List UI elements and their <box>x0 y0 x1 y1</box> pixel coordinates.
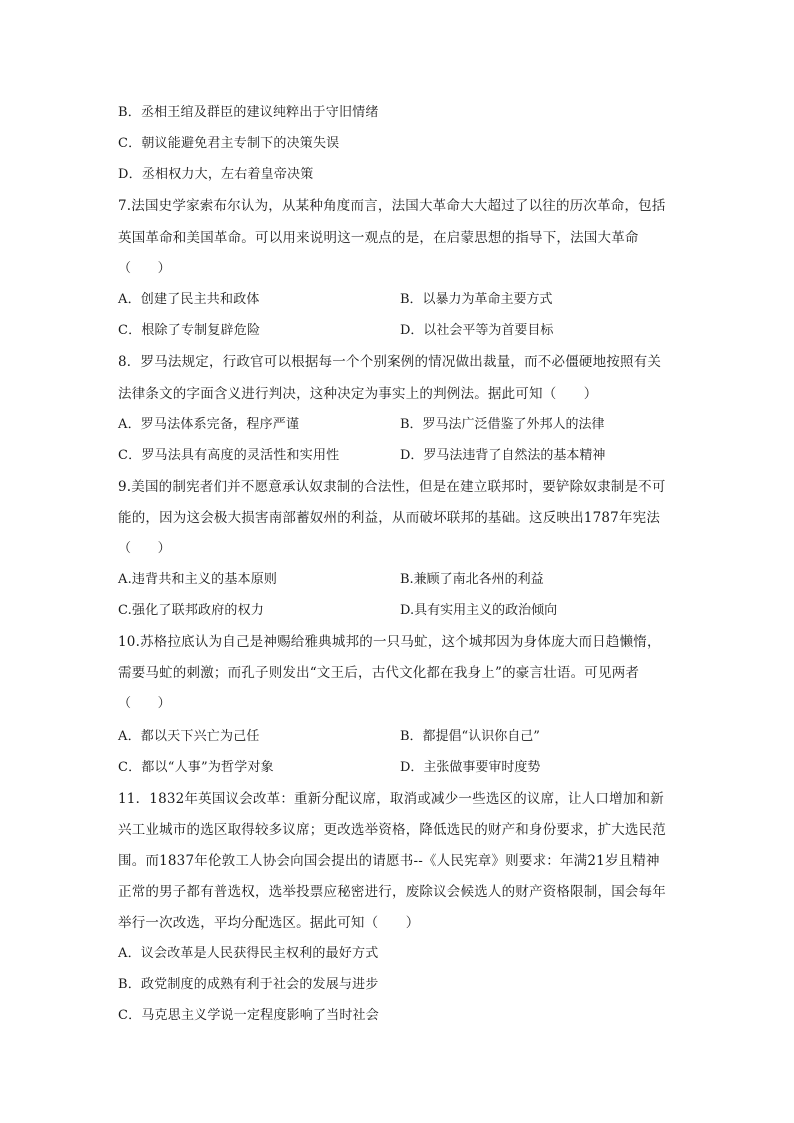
q10-answer-blank: （ ） <box>118 696 171 711</box>
q9-option-d: D.具有实用主义的政治倾向 <box>400 603 558 618</box>
q9-stem-line1: 9.美国的制宪者们并不愿意承认奴隶制的合法性，但是在建立联邦时，要铲除奴隶制是不可 <box>118 479 666 495</box>
q10-stem-line2: 需要马虻的刺激；而孔子则发出“文王后，古代文化都在我身上”的豪言壮语。可见两者 <box>118 665 640 681</box>
q9-answer-blank: （ ） <box>118 541 171 556</box>
q7-stem-line1: 7.法国史学家索布尔认为，从某种角度而言，法国大革命大大超过了以往的历次革命，包括 <box>118 198 666 214</box>
q10-option-b: B．都提倡“认识你自己” <box>400 729 540 744</box>
q11-option-a: A．议会改革是人民获得民主权利的最好方式 <box>118 946 379 961</box>
q7-option-b: B．以暴力为革命主要方式 <box>400 292 553 307</box>
q8-stem-line2: 法律条文的字面含义进行判决，这种决定为事实上的判例法。据此可知（ ） <box>118 386 598 402</box>
q6-option-b: B．丞相王绾及群臣的建议纯粹出于守旧情绪 <box>118 105 379 120</box>
q8-option-a: A．罗马法体系完备，程序严谨 <box>118 417 300 432</box>
q8-option-d: D．罗马法违背了自然法的基本精神 <box>400 448 606 463</box>
q7-option-c: C．根除了专制复辟危险 <box>118 323 261 338</box>
q11-stem-line2: 兴工业城市的选区取得较多议席；更改选举资格，降低选民的财产和身份要求，扩大选民范 <box>118 822 666 838</box>
q6-option-d: D．丞相权力大，左右着皇帝决策 <box>118 167 314 182</box>
q9-option-c: C.强化了联邦政府的权力 <box>118 603 265 618</box>
q11-stem-line4: 正常的男子都有普选权，选举投票应秘密进行，废除议会候选人的财产资格限制，国会每年 <box>118 884 666 900</box>
q10-option-d: D．主张做事要审时度势 <box>400 760 541 775</box>
q10-stem-line1: 10.苏格拉底认为自己是神赐给雅典城邦的一只马虻，这个城邦因为身体庞大而日趋懒惰， <box>118 634 661 650</box>
q11-option-c: C．马克思主义学说一定程度影响了当时社会 <box>118 1008 379 1023</box>
q11-stem-line3: 围。而1837年伦敦工人协会向国会提出的请愿书--《人民宪章》则要求：年满21岁且精神 <box>118 853 660 869</box>
q10-option-a: A．都以天下兴亡为己任 <box>118 729 260 744</box>
q9-option-b: B.兼顾了南北各州的利益 <box>400 572 544 587</box>
q10-option-c: C．都以“人事”为哲学对象 <box>118 760 274 775</box>
q6-option-c: C．朝议能避免君主专制下的决策失误 <box>118 136 340 151</box>
q7-option-d: D．以社会平等为首要目标 <box>400 323 554 338</box>
q11-stem-line5: 举行一次改选，平均分配选区。据此可知（ ） <box>118 915 420 931</box>
q7-answer-blank: （ ） <box>118 261 171 276</box>
q11-stem-line1: 11．1832年英国议会改革：重新分配议席，取消或减少一些选区的议席，让人口增加和新 <box>118 791 664 807</box>
q8-option-c: C．罗马法具有高度的灵活性和实用性 <box>118 448 340 463</box>
q9-stem-line2: 能的，因为这会极大损害南部蓄奴州的利益，从而破坏联邦的基础。这反映出1787年宪法 <box>118 510 661 526</box>
q8-option-b: B．罗马法广泛借鉴了外邦人的法律 <box>400 417 605 432</box>
q7-option-a: A．创建了民主共和政体 <box>118 292 260 307</box>
q8-stem-line1: 8．罗马法规定，行政官可以根据每一个个别案例的情况做出裁量，而不必僵硬地按照有关 <box>118 354 662 370</box>
q7-stem-line2: 英国革命和美国革命。可以用来说明这一观点的是，在启蒙思想的指导下，法国大革命 <box>118 230 639 246</box>
q9-option-a: A.违背共和主义的基本原则 <box>118 572 278 587</box>
q11-option-b: B．政党制度的成熟有利于社会的发展与进步 <box>118 977 379 992</box>
